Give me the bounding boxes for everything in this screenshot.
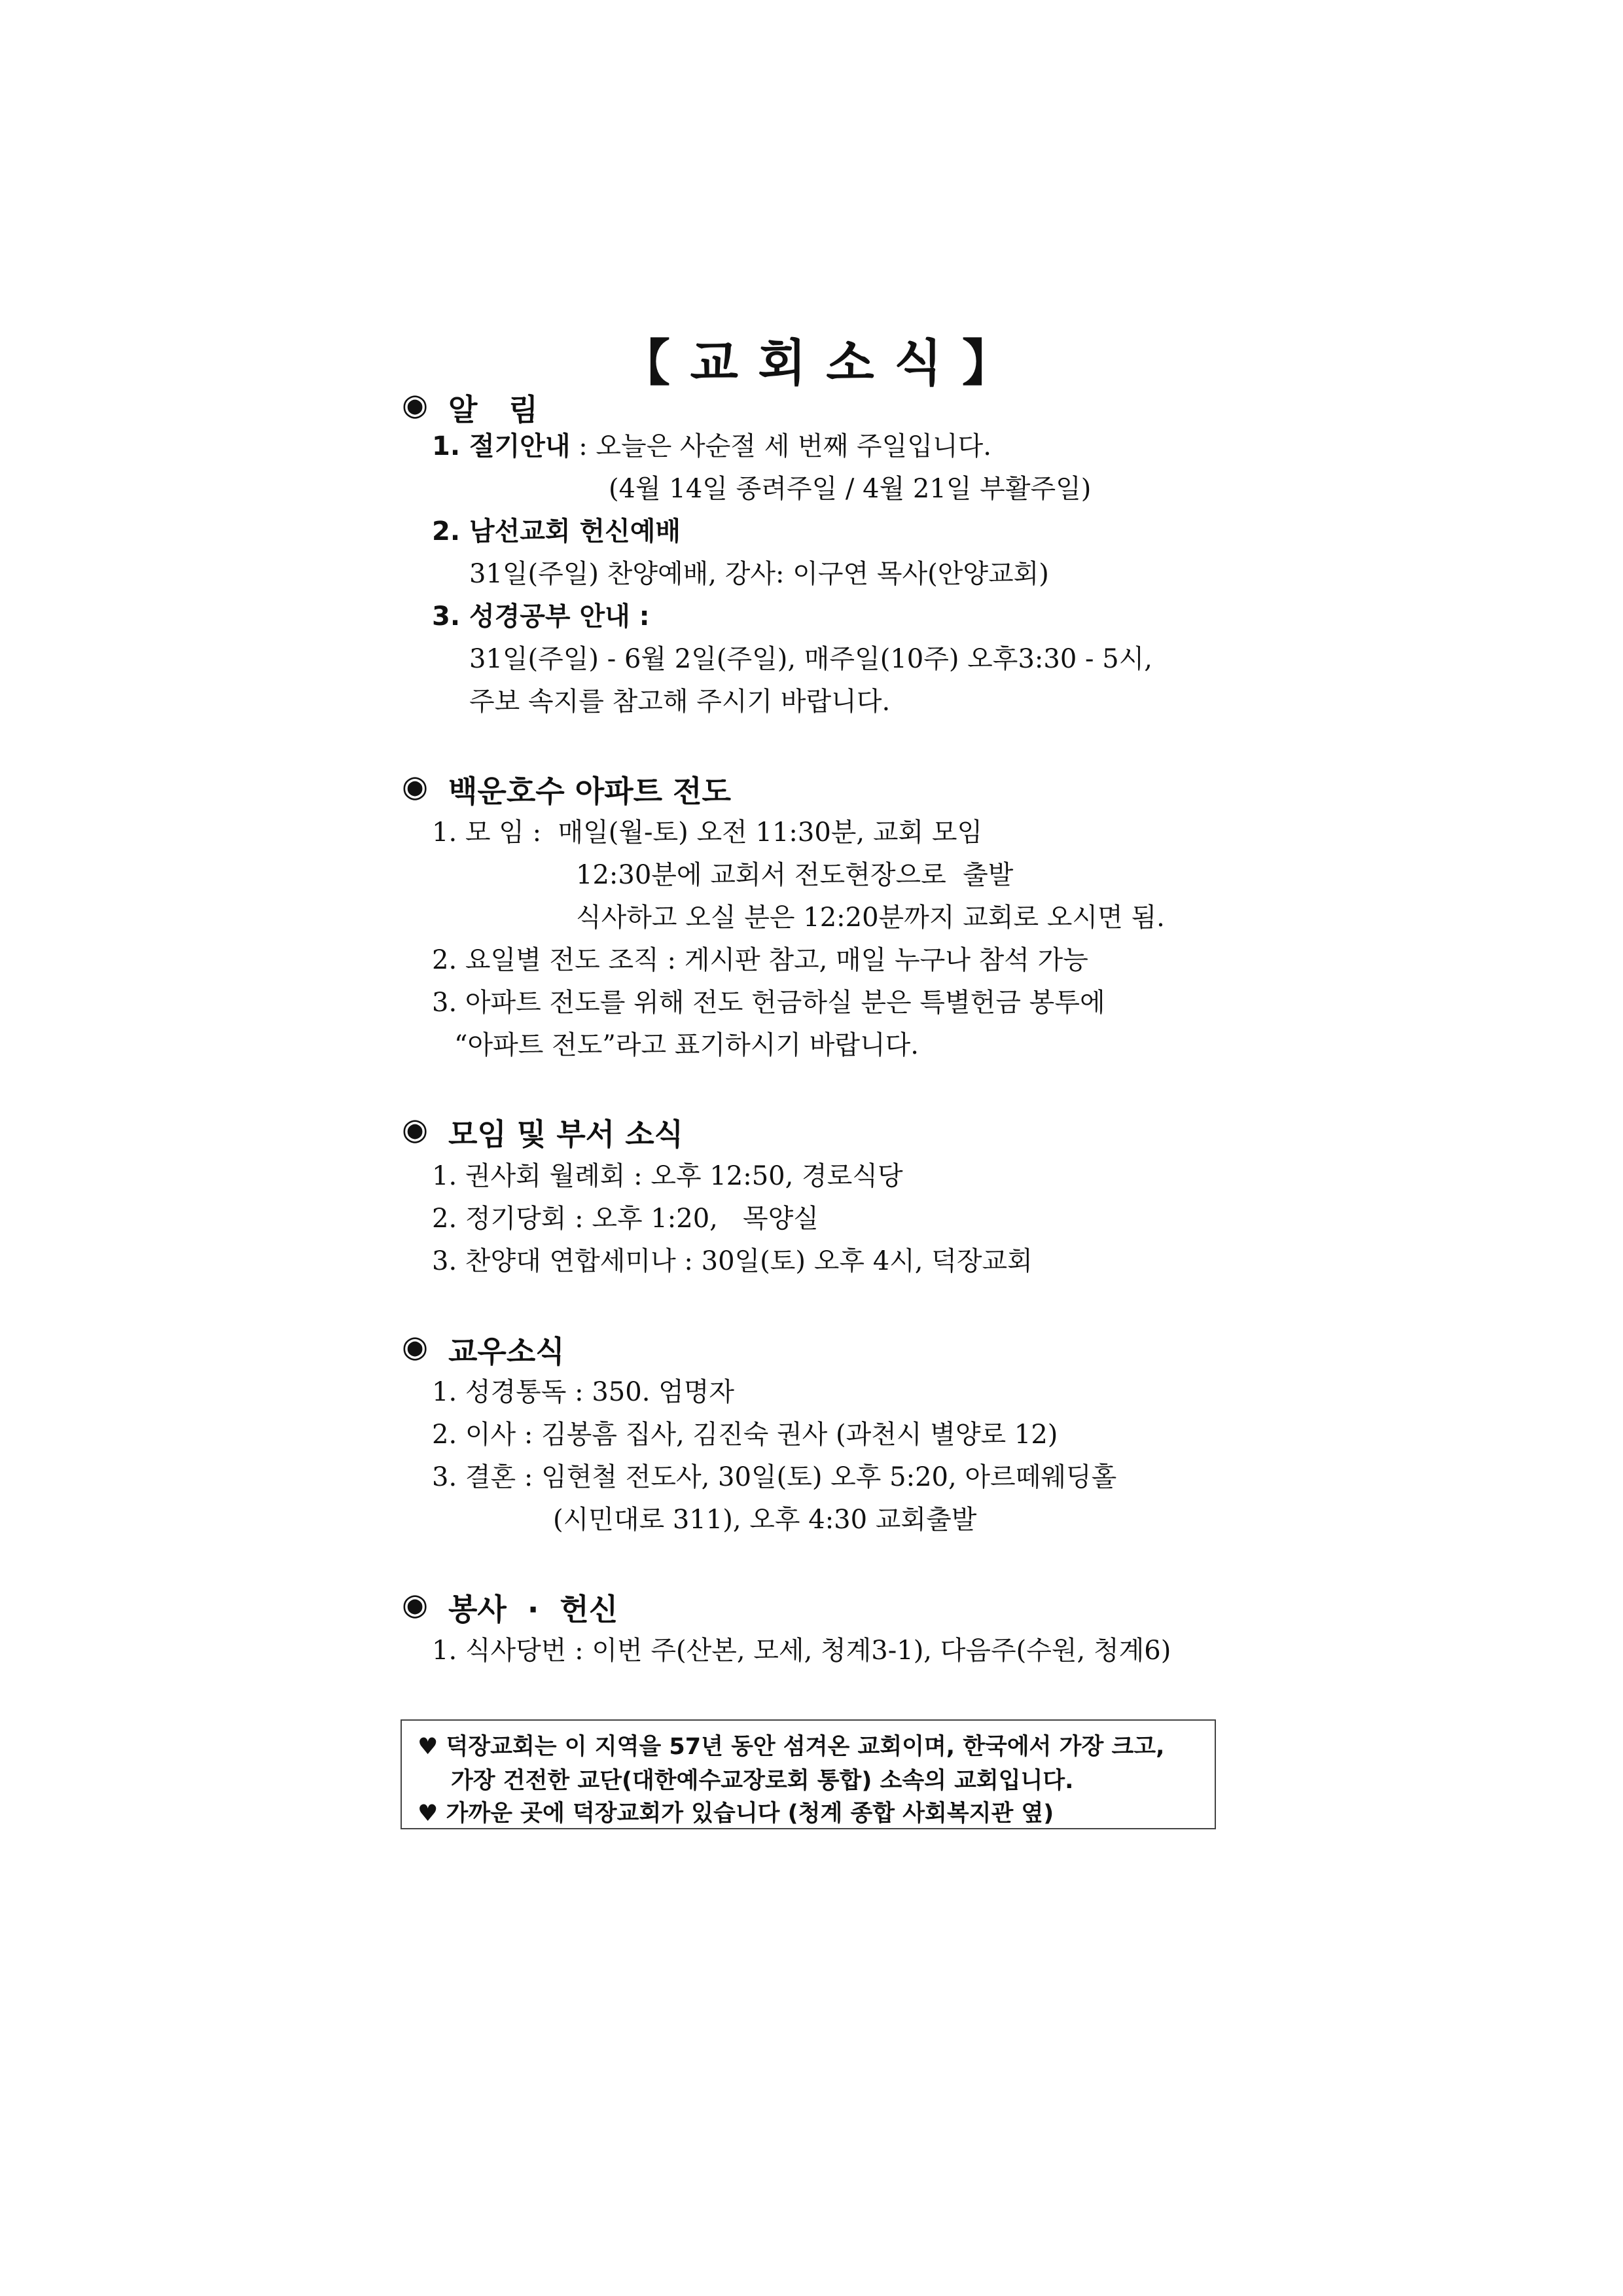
members-item-3a: 3. 결혼 : 임현철 전도사, 30일(토) 오후 5:20, 아르떼웨딩홀 [432,1462,1117,1492]
notice-item-2-text: 31일(주일) 찬양예배, 강사: 이구연 목사(안양교회) [469,559,1049,589]
section-heading-meetings: 모임 및 부서 소식 [448,1117,684,1152]
evangelism-item-2: 2. 요일별 전도 조직 : 게시판 참고, 매일 누구나 참석 가능 [432,945,1088,975]
members-item-3b: (시민대로 311), 오후 4:30 교회출발 [553,1505,977,1535]
evangelism-item-1c: 식사하고 오실 분은 12:20분까지 교회로 오시면 됨. [576,903,1165,933]
section-heading-evangelism: 백운호수 아파트 전도 [448,774,731,809]
members-item-1: 1. 성경통독 : 350. 엄명자 [432,1377,735,1407]
evangelism-item-3b: “아파트 전도”라고 표기하시기 바랍니다. [454,1030,919,1060]
notice-item-2-label: 2. 남선교회 헌신예배 [432,516,681,547]
section-heading-notice: 알 림 [448,392,538,427]
meetings-item-3: 3. 찬양대 연합세미나 : 30일(토) 오후 4시, 덕장교회 [432,1246,1033,1276]
evangelism-item-1a: 1. 모 임 : 매일(월-토) 오전 11:30분, 교회 모임 [432,817,983,848]
notice-item-3-text-2: 주보 속지를 참고해 주시기 바랍니다. [469,687,891,717]
evangelism-item-3a: 3. 아파트 전도를 위해 전도 헌금하실 분은 특별헌금 봉투에 [432,988,1105,1018]
section-heading-service: 봉사 · 헌신 [448,1592,618,1627]
section-bullet-icon: ◉ [402,1329,429,1364]
church-notice-box [401,1719,1216,1829]
meetings-item-1: 1. 권사회 월례회 : 오후 12:50, 경로식당 [432,1161,903,1191]
notice-box-line-3: ♥ 가까운 곳에 덕장교회가 있습니다 (청계 종합 사회복지관 옆) [418,1801,1054,1827]
meetings-item-2: 2. 정기당회 : 오후 1:20, 목양실 [432,1204,819,1234]
notice-box-line-1: ♥ 덕장교회는 이 지역을 57년 동안 섬겨온 교회이며, 한국에서 가장 크고, [418,1734,1165,1760]
notice-item-1-label: 1. 절기안내 [432,431,571,461]
section-bullet-icon: ◉ [402,387,429,422]
notice-box-line-2: 가장 건전한 교단(대한예수교장로회 통합) 소속의 교회입니다. [451,1768,1074,1794]
notice-item-1 [432,425,991,463]
service-item-1: 1. 식사당번 : 이번 주(산본, 모세, 청계3-1), 다음주(수원, 청계6) [432,1636,1171,1666]
notice-item-3-text-1: 31일(주일) - 6월 2일(주일), 매주일(10주) 오후3:30 - 5시, [469,644,1153,674]
page-title: 【 교 회 소 식 】 [620,334,1013,392]
section-bullet-icon: ◉ [402,1111,429,1147]
notice-item-1-sub: (4월 14일 종려주일 / 4월 21일 부활주일) [609,474,1092,504]
members-item-2: 2. 이사 : 김봉흠 집사, 김진숙 권사 (과천시 별양로 12) [432,1420,1058,1450]
section-bullet-icon: ◉ [402,1587,429,1622]
notice-item-1-text: : 오늘은 사순절 세 번째 주일입니다. [570,431,991,461]
section-bullet-icon: ◉ [402,768,429,804]
notice-item-3-label: 3. 성경공부 안내 : [432,601,650,632]
evangelism-item-1b: 12:30분에 교회서 전도현장으로 출발 [576,860,1014,890]
section-heading-members: 교우소식 [448,1334,565,1369]
